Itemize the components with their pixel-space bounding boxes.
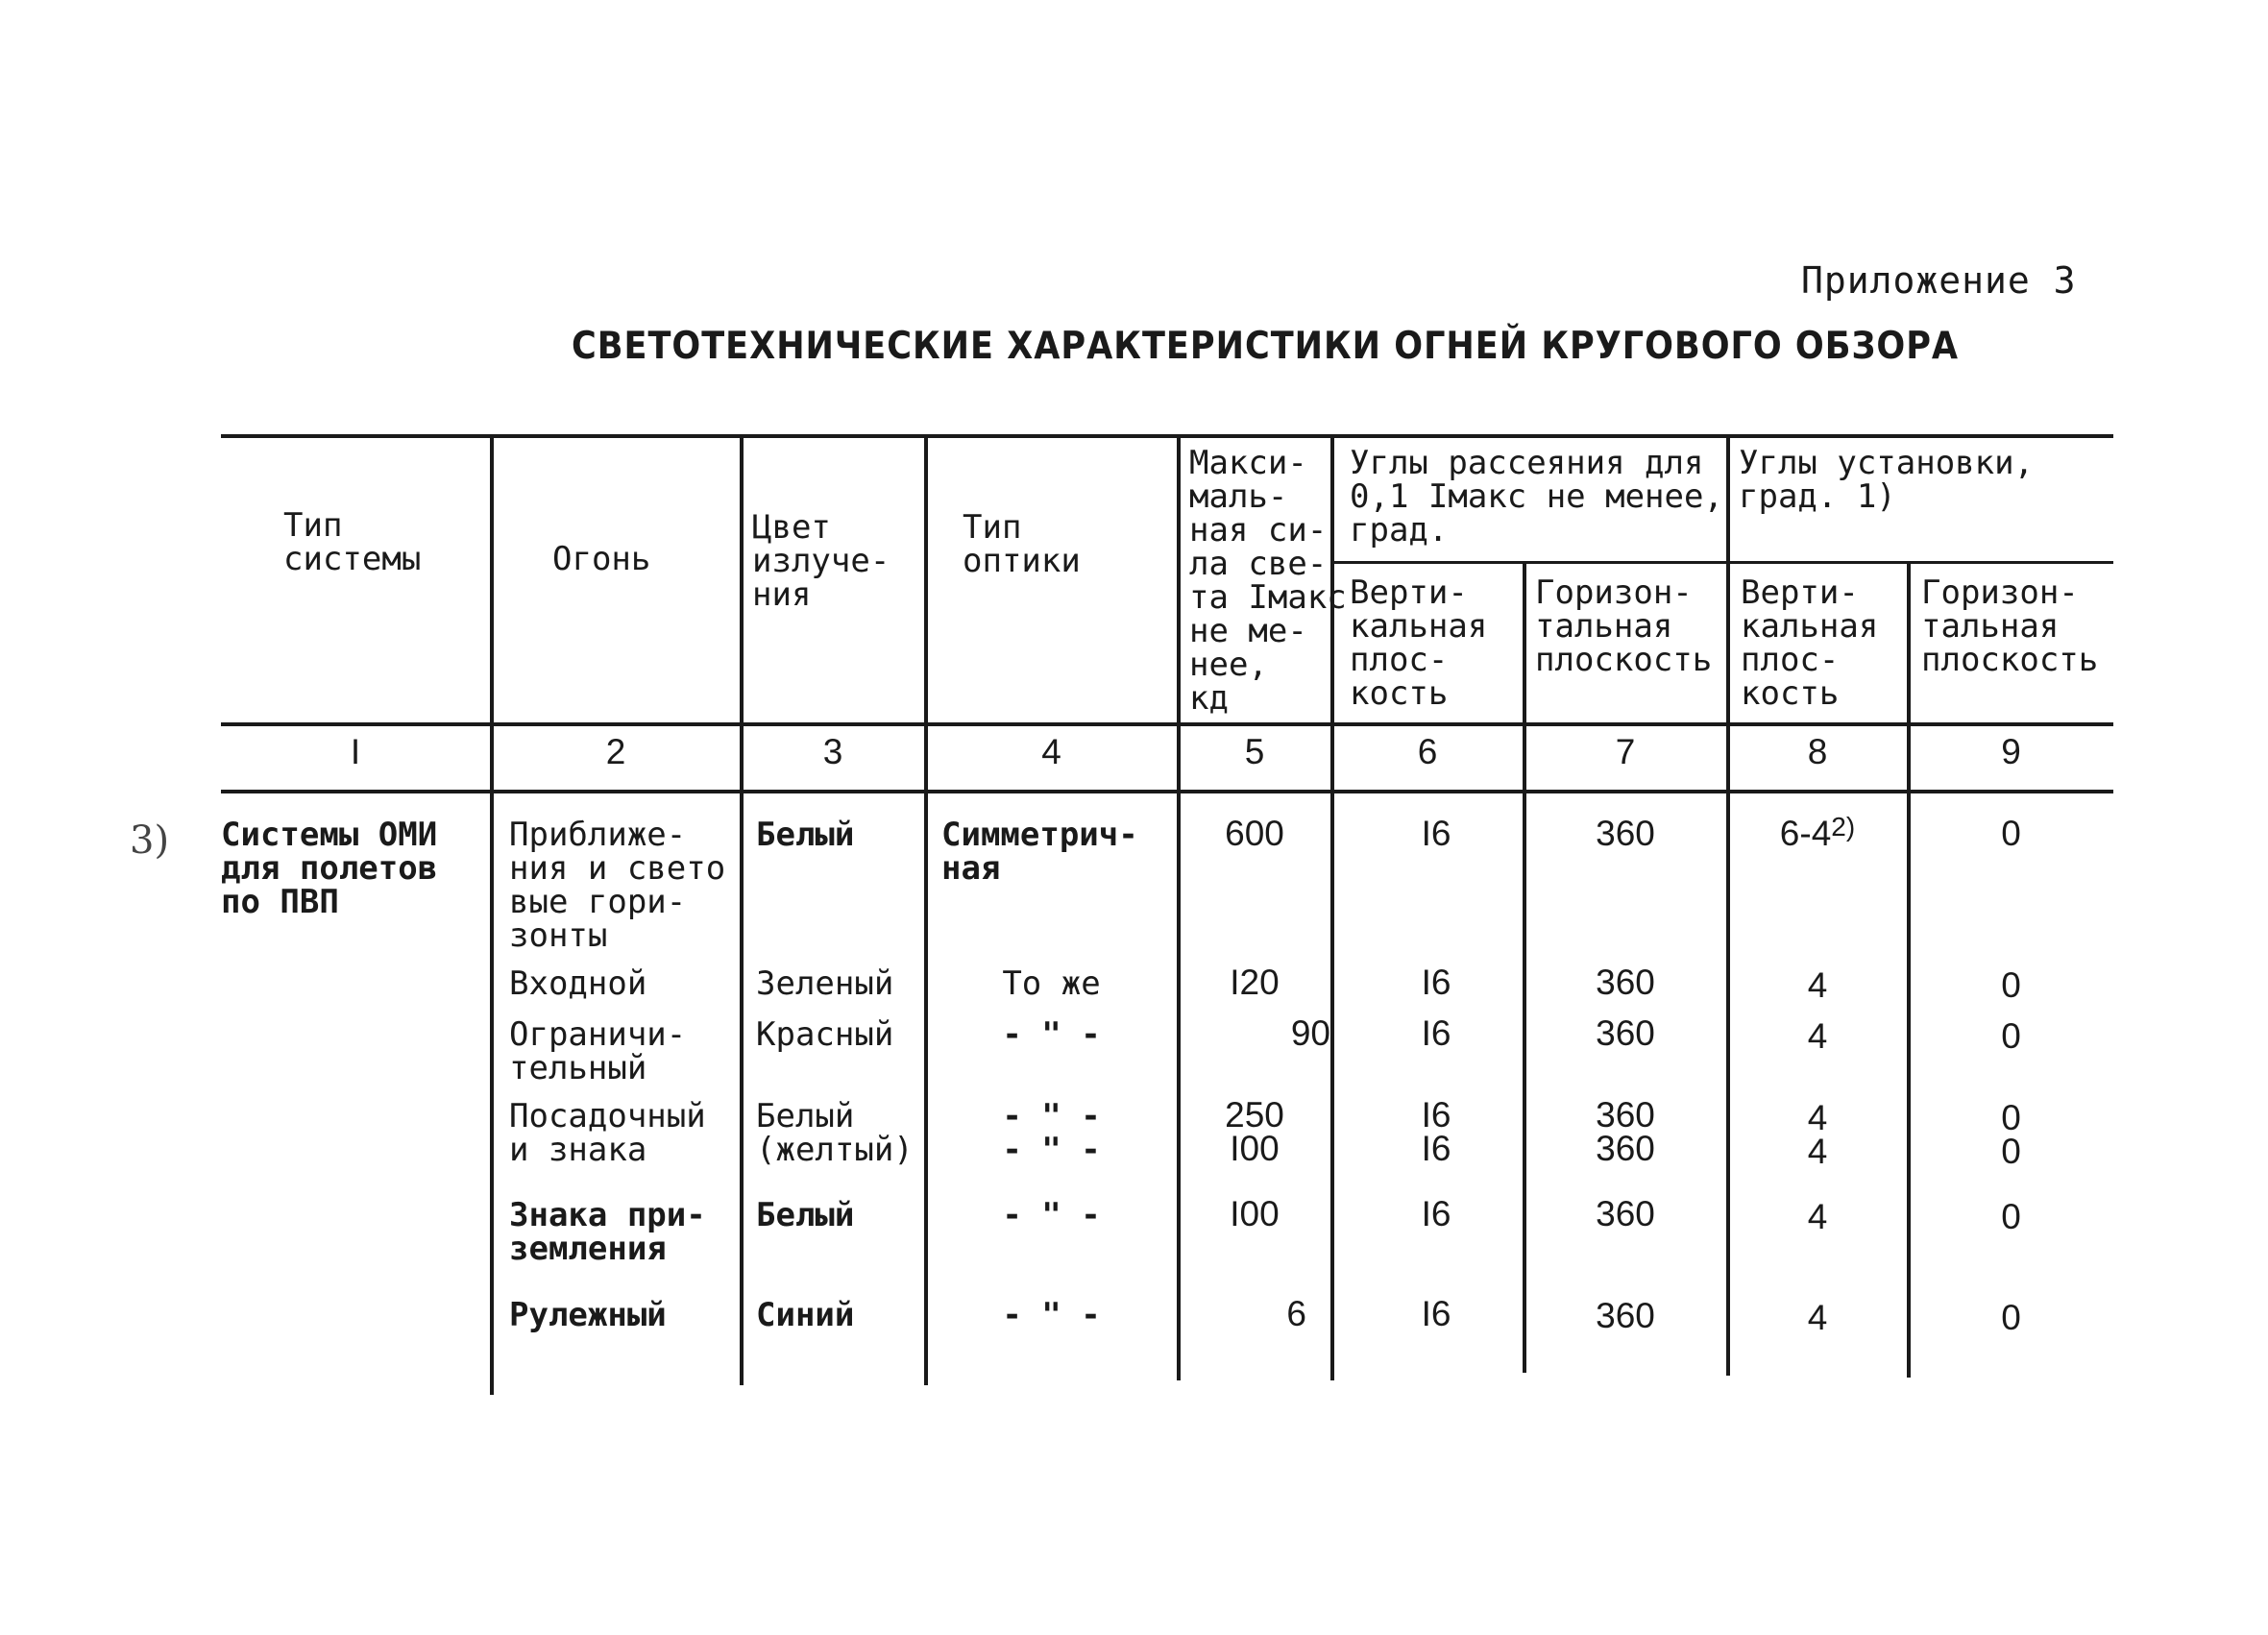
row-intensity: 600 [1225, 814, 1284, 853]
row-color: Белый [756, 816, 855, 854]
row-horizontal-install: 0 0 [2001, 1098, 2021, 1171]
row-horizontal-scatter: 360 [1596, 963, 1655, 1002]
row-optics: - " - - " - [1002, 1097, 1101, 1169]
column-number: 9 [2001, 732, 2021, 771]
row-vertical-install: 4 [1807, 1298, 1828, 1337]
row-intensity: I00 [1230, 1194, 1280, 1233]
row-vertical-scatter: I6 [1421, 1013, 1451, 1053]
column-number: 2 [605, 732, 626, 771]
row-vertical-install: 4 4 [1807, 1098, 1828, 1171]
header-install-horizontal: Горизон- тальная плоскость [1921, 573, 2099, 679]
row-horizontal-scatter: 360 [1596, 814, 1655, 853]
header-install-vertical: Верти- кальная плос- кость [1741, 573, 1879, 713]
row-horizontal-install: 0 [2001, 965, 2021, 1005]
header-scatter-horizontal: Горизон- тальная плоскость [1535, 573, 1713, 679]
row-horizontal-scatter: 360 [1596, 1194, 1655, 1233]
column-number: 4 [1041, 732, 1061, 771]
column-number: I [350, 732, 361, 771]
footnote-marker: 2) [1831, 812, 1856, 842]
header-scatter-group: Углы рассеяния для 0,1 Iмакс не менее, град. [1350, 444, 1723, 549]
row-vertical-scatter: I6 [1421, 1194, 1451, 1233]
row-optics: То же [1002, 964, 1101, 1003]
header-system-type: Тип системы [283, 506, 422, 578]
row-vertical-scatter: I6 I6 [1421, 1095, 1451, 1168]
table-top-rule [221, 434, 2113, 438]
row-light: Посадочный и знака [509, 1097, 706, 1169]
col-divider-1 [490, 434, 494, 1395]
row-light: Приближе- ния и свето вые гори- зонты [509, 816, 726, 955]
header-light: Огонь [552, 540, 651, 578]
row-horizontal-install: 0 [2001, 1298, 2021, 1337]
row-intensity: 250 I00 [1225, 1095, 1284, 1168]
margin-mark: 3) [130, 818, 170, 863]
group-subrule-scatter [1330, 561, 1729, 564]
col-divider-4 [1177, 434, 1181, 1380]
col-divider-2 [740, 434, 744, 1385]
row-optics: - " - [1002, 1015, 1101, 1054]
row-color: Белый (желтый) [756, 1097, 914, 1169]
row-vertical-scatter: I6 [1421, 963, 1451, 1002]
row-horizontal-scatter: 360 [1596, 1013, 1655, 1053]
row-vertical-install: 4 [1807, 1197, 1828, 1236]
group-subrule-install [1729, 561, 2113, 564]
col-divider-7 [1726, 434, 1730, 1376]
row-horizontal-install: 0 [2001, 814, 2021, 853]
header-bottom-rule [221, 722, 2113, 726]
column-number: 3 [822, 732, 843, 771]
row-horizontal-install: 0 [2001, 1016, 2021, 1056]
col-divider-3 [924, 434, 928, 1385]
header-color: Цвет излуче- ния [752, 508, 890, 614]
row-optics: - " - [1002, 1296, 1101, 1334]
header-optics: Тип оптики [963, 508, 1081, 580]
row-vertical-scatter: I6 [1421, 1294, 1451, 1333]
appendix-label: Приложение 3 [1801, 259, 2077, 302]
row-light: Входной [509, 964, 647, 1003]
row-horizontal-install: 0 [2001, 1197, 2021, 1236]
header-install-group: Углы установки, град. 1) [1739, 444, 2035, 516]
column-number: 8 [1807, 732, 1828, 771]
header-max-intensity: Макси- маль- ная си- ла све- та Iмакс не ме- нее, кд [1189, 444, 1347, 718]
numbers-bottom-rule [221, 790, 2113, 793]
row-intensity: 90 [1290, 1013, 1330, 1053]
row-optics: - " - [1002, 1196, 1101, 1234]
system-type-cell: Системы ОМИ для полетов по ПВП [221, 816, 438, 921]
column-number: 6 [1417, 732, 1438, 771]
row-intensity: I20 [1230, 963, 1280, 1002]
row-light: Рулежный [509, 1296, 667, 1334]
row-color: Синий [756, 1296, 855, 1334]
column-number: 5 [1244, 732, 1265, 771]
row-vertical-install: 6-4$^{2)}$ [1779, 812, 1856, 853]
row-vertical-scatter: I6 [1421, 814, 1451, 853]
row-light: Ограничи- тельный [509, 1015, 687, 1087]
row-color: Белый [756, 1196, 855, 1234]
row-horizontal-scatter: 360 360 [1596, 1095, 1655, 1168]
row-vertical-install: 4 [1807, 965, 1828, 1005]
column-number: 7 [1615, 732, 1636, 771]
header-scatter-vertical: Верти- кальная плос- кость [1350, 573, 1488, 713]
row-horizontal-scatter: 360 [1596, 1296, 1655, 1335]
row-color: Зеленый [756, 964, 894, 1003]
row-optics: Симметрич- ная [941, 816, 1138, 888]
row-intensity: 6 [1286, 1294, 1306, 1333]
page-title: СВЕТОТЕХНИЧЕСКИЕ ХАРАКТЕРИСТИКИ ОГНЕЙ КРУГОВОГО ОБЗОРА [572, 325, 1960, 368]
row-light: Знака при- земления [509, 1196, 706, 1268]
row-color: Красный [756, 1015, 894, 1054]
row-vertical-install: 4 [1807, 1016, 1828, 1056]
